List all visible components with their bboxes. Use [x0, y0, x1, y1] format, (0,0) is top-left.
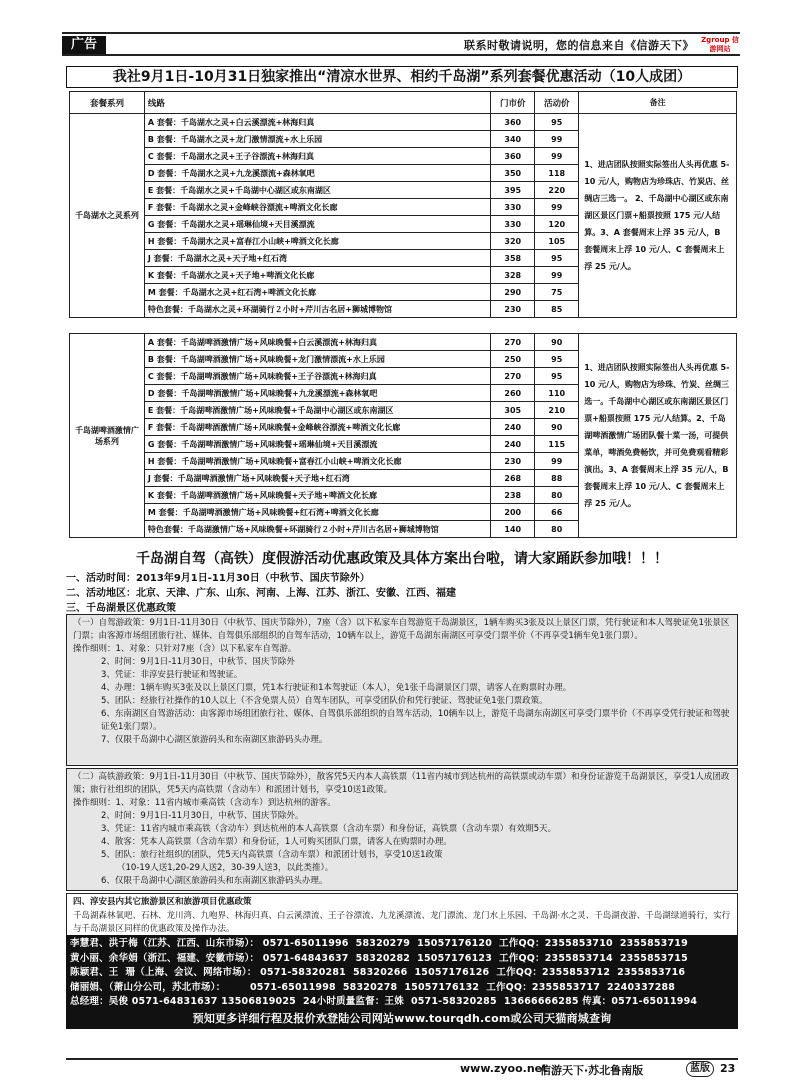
price-cell: 330 [491, 199, 535, 216]
route-cell: F 套餐：千岛湖啤酒激情广场+风味晚餐+金峰峡谷漂流+啤酒文化长廊 [144, 419, 490, 436]
footer-rule [66, 1058, 738, 1060]
self-drive-line: （一）自驾游政策：9月1日-11月30日（中秋节、国庆节除外），7座（含）以下私家车自驾游览千岛湖景区，1辆车购买3张及以上景区门票，凭行驶证和本人驾驶证免1张景区门票；由客源市场组团旅行社、媒体、自驾俱乐部组织的自驾车活动，10辆车以上，游览千岛湖东南湖区可享受门票半价（不再享受1辆车免1张门票）。 [73, 618, 730, 641]
high-speed-policy [66, 768, 738, 891]
self-drive-line: 4、办理：1辆车购买3张及以上景区门票，凭1本行驶证和1本驾驶证（本人），免1张千岛湖景区门票，请客人在购票时办理。 [101, 683, 572, 693]
price-cell: 240 [491, 436, 535, 453]
promo-cell: 90 [535, 334, 579, 351]
edition-badge: 蓝版 [686, 1061, 714, 1077]
price-cell: 395 [491, 182, 535, 199]
route-cell: H 套餐：千岛湖啤酒激情广场+风味晚餐+富春江小山峡+啤酒文化长廊 [144, 453, 490, 470]
price-cell: 320 [491, 233, 535, 250]
promo-cell: 95 [535, 351, 579, 368]
price-cell: 328 [491, 267, 535, 284]
col-note: 备注 [579, 92, 737, 114]
route-cell: K 套餐：千岛湖啤酒激情广场+风味晚餐+天子地+啤酒文化长廊 [144, 487, 490, 504]
promo-cell: 95 [535, 114, 579, 131]
self-drive-line: 操作细则：1、对象：只针对7座（含）以下私家车自驾游。 [73, 644, 297, 654]
route-cell: E 套餐：千岛湖啤酒激情广场+风味晚餐+千岛湖中心湖区或东南湖区 [144, 402, 490, 419]
promo-cell: 66 [535, 504, 579, 521]
high-speed-line: （二）高铁游政策：9月1日-11月30日（中秋节、国庆节除外），散客凭5天内本人高铁票（11省内城市到达杭州的高铁票或动车票）和身份证游览千岛湖景区，享受1人成团政策；旅行社组织的团队，凭5天内高铁票（含动车）和派团计划书，享受10送1政策。 [73, 772, 730, 795]
promo-cell: 88 [535, 470, 579, 487]
activity-area: 二、活动地区：北京、天津、广东、山东、河南、上海、江苏、浙江、安徽、江西、福建 [66, 588, 456, 599]
promo-cell: 85 [535, 301, 579, 318]
route-cell: D 套餐：千岛湖啤酒激情广场+风味晚餐+九龙溪漂流+森林氧吧 [144, 385, 490, 402]
price-cell: 250 [491, 351, 535, 368]
contact-row: 储丽娟、（萧山分公司，苏北市场）： 0571-65011998 58320278 15057176132 工作QQ：2355853717 2240337288 [70, 981, 676, 993]
col-promo: 活动价 [535, 92, 579, 114]
policy-title: 三、千岛湖景区优惠政策 [66, 603, 176, 614]
promo-banner: 我社9月1日-10月31日独家推出“清凉水世界、相约千岛湖”系列套餐优惠活动（10人成团） [66, 66, 738, 88]
self-drive-policy [66, 614, 738, 766]
route-cell: 特色套餐：千岛湖水之灵+环湖骑行２小时+芹川古名居+狮城博物馆 [144, 301, 490, 318]
route-cell: G 套餐：千岛湖水之灵+瑶琳仙境+天目溪漂流 [144, 216, 490, 233]
promo-cell: 210 [535, 402, 579, 419]
price-cell: 230 [491, 301, 535, 318]
route-cell: J 套餐：千岛湖水之灵+天子地+红石湾 [144, 250, 490, 267]
header-note: 联系时敬请说明，您的信息来自《信游天下》 [464, 39, 694, 52]
route-cell: H 套餐：千岛湖水之灵+富春江小山峡+啤酒文化长廊 [144, 233, 490, 250]
package-table-2 [69, 333, 737, 538]
col-price: 门市价 [491, 92, 535, 114]
price-cell: 305 [491, 402, 535, 419]
promo-cell: 99 [535, 453, 579, 470]
price-cell: 240 [491, 419, 535, 436]
contact-row: 黄小丽、余华娟（浙江、福建、安徽市场）： 0571-64843637 58320282 15057176123 工作QQ：2355853714 2355853715 [70, 952, 688, 964]
contact-row: 总经理：吴俊 0571-64831637 13506819025 24小时质量监督：王姝 0571-58320285 13666666285 传真：0571-65011994 [70, 996, 698, 1008]
high-speed-line: 4、散客：凭本人高铁票（含动车票）和身份证，1人可购买团队门票，请客人在购票时办理。 [101, 837, 452, 847]
promo-cell: 105 [535, 233, 579, 250]
ad-tag: 广告 [62, 36, 106, 54]
price-cell: 238 [491, 487, 535, 504]
promo-cell: 90 [535, 419, 579, 436]
col-route: 线路 [144, 92, 490, 114]
page-number: 23 [720, 1062, 736, 1075]
route-cell: C 套餐：千岛湖水之灵+王子谷漂流+林海归真 [144, 148, 490, 165]
promo-cell: 120 [535, 216, 579, 233]
high-speed-line: 6、仅限千岛湖中心湖区旅游码头和东南湖区旅游码头办理。 [101, 876, 328, 886]
promo-cell: 80 [535, 487, 579, 504]
promo-cell: 95 [535, 250, 579, 267]
price-cell: 330 [491, 216, 535, 233]
route-cell: K 套餐：千岛湖水之灵+天子地+啤酒文化长廊 [144, 267, 490, 284]
promo-cell: 80 [535, 521, 579, 538]
price-cell: 358 [491, 250, 535, 267]
col-series: 套餐系列 [70, 92, 145, 114]
route-cell: M 套餐：千岛湖啤酒激情广场+风味晚餐+红石湾+啤酒文化长廊 [144, 504, 490, 521]
route-cell: C 套餐：千岛湖啤酒激情广场+风味晚餐+王子谷漂流+林海归真 [144, 368, 490, 385]
route-cell: D 套餐：千岛湖水之灵+九龙溪漂流+森林氧吧 [144, 165, 490, 182]
route-cell: A 套餐：千岛湖啤酒激情广场+风味晚餐+白云溪漂流+林海归真 [144, 334, 490, 351]
other-policy [66, 893, 738, 940]
series-note: 1、进店团队按照实际签出人头再优惠 5-10 元/人，购物店为珍珠、竹炭、丝绸三选一。千岛湖中心湖区或东南湖区景区门票+船票按照 175 元/人结算。2、千岛湖啤酒激情广场团队餐十菜一汤，可提供菜单，啤酒免费畅饮，并可免费观看精彩演出。3、A 套餐周末上浮 35 元/人，B 套餐周末上浮 10 元/人、C 套餐周末上浮 25 元/人。 [579, 334, 737, 538]
self-drive-line: 2、时间：9月1日-11月30日，中秋节、国庆节除外 [101, 657, 295, 667]
self-drive-line: 3、凭证：非淳安县行驶证和驾驶证。 [101, 670, 243, 680]
contact-row: 陈颖君、王 珊（上海、会议、网络市场）： 0571-58320281 58320266 15057176126 工作QQ：2355853712 2355853716 [70, 967, 686, 979]
other-policy-title: 四、淳安县内其它旅游景区和旅游项目优惠政策 [73, 897, 252, 907]
self-drive-line: 7、仅限千岛湖中心湖区旅游码头和东南湖区旅游码头办理。 [101, 735, 328, 745]
route-cell: J 套餐：千岛湖啤酒激情广场+风味晚餐+天子地+红石湾 [144, 470, 490, 487]
series-name: 千岛湖啤酒激情广场系列 [70, 334, 145, 538]
group2-body [70, 334, 737, 538]
contacts-block [66, 935, 738, 1029]
high-speed-line: 操作细则：1、对象：11省内城市乘高铁（含动车）到达杭州的游客。 [73, 798, 336, 808]
route-cell: A 套餐：千岛湖水之灵+白云溪漂流+林海归真 [144, 114, 490, 131]
high-speed-line: 2、时间：9月1日-11月30日，中秋节、国庆节除外。 [101, 811, 304, 821]
promo-cell: 99 [535, 131, 579, 148]
promo-cell: 220 [535, 182, 579, 199]
price-cell: 230 [491, 453, 535, 470]
route-cell: G 套餐：千岛湖啤酒激情广场+风味晚餐+瑶琳仙境+天目溪漂流 [144, 436, 490, 453]
high-speed-line: （10-19人送1,20-29人送2，30-39人送3，以此类推）。 [117, 863, 334, 873]
promo-cell: 99 [535, 267, 579, 284]
footer-publication: 信游天下·苏北鲁南版 [540, 1064, 644, 1077]
route-cell: F 套餐：千岛湖水之灵+金峰峡谷漂流+啤酒文化长廊 [144, 199, 490, 216]
group1-body [70, 114, 737, 318]
promo-cell: 95 [535, 368, 579, 385]
price-cell: 200 [491, 504, 535, 521]
footer-site: www.zyoo.net [460, 1062, 548, 1075]
price-cell: 290 [491, 284, 535, 301]
route-cell: M 套餐：千岛湖水之灵+红石湾+啤酒文化长廊 [144, 284, 490, 301]
high-speed-line: 5、团队：旅行社组织的团队，凭5天内高铁票（含动车票）和派团计划书，享受10送1政策 [101, 850, 443, 860]
series-name: 千岛湖水之灵系列 [70, 114, 145, 318]
promo-cell: 115 [535, 436, 579, 453]
price-cell: 340 [491, 131, 535, 148]
promo-cell: 110 [535, 385, 579, 402]
price-cell: 270 [491, 334, 535, 351]
brand-logo: Zgroup 信游网站 [701, 36, 739, 53]
activity-time: 一、活动时间：2013年9月1日-11月30日（中秋节、国庆节除外） [66, 573, 370, 584]
price-cell: 350 [491, 165, 535, 182]
self-drive-line: 6、东南湖区自驾游活动：由客源市场组团旅行社、媒体、自驾俱乐部组织的自驾车活动，10辆车以上，游览千岛湖东南湖区可享受门票半价（不再享受凭行驶证和驾驶证免1张门票）。 [101, 709, 730, 732]
package-table-1 [69, 91, 737, 318]
other-policy-text: 千岛湖森林氧吧、石林、龙川湾、九咆界、林海归真、白云溪漂流、王子谷漂流、九龙溪漂流、龙门漂流、龙门水上乐园、千岛湖·水之灵、千岛湖夜游、千岛湖绿道骑行，实行与千岛湖景区同样的优惠政策及操作办法。 [73, 910, 731, 934]
package-row [70, 114, 737, 131]
promo-cell: 75 [535, 284, 579, 301]
route-cell: E 套餐：千岛湖水之灵+千岛湖中心湖区或东南湖区 [144, 182, 490, 199]
section-title: 千岛湖自驾（高铁）度假游活动优惠政策及具体方案出台啦，请大家踊跃参加哦！！！ [136, 551, 668, 567]
price-cell: 360 [491, 148, 535, 165]
route-cell: 特色套餐：千岛湖激情广场+风味晚餐+环湖骑行２小时+芹川古名居+狮城博物馆 [144, 521, 490, 538]
route-cell: B 套餐：千岛湖啤酒激情广场+风味晚餐+龙门激情漂流+水上乐园 [144, 351, 490, 368]
self-drive-line: 5、团队：经旅行社操作的10人以上（不含免票人员）自驾车团队，可享受团队价和凭行驶证、驾驶证免1张门票政策。 [101, 696, 548, 706]
price-cell: 268 [491, 470, 535, 487]
route-cell: B 套餐：千岛湖水之灵+龙门激情漂流+水上乐园 [144, 131, 490, 148]
price-cell: 360 [491, 114, 535, 131]
website-cta: 预知更多详细行程及报价欢登陆公司网站www.tourqdh.com或公司天猫商城查询 [192, 1011, 612, 1025]
high-speed-line: 3、凭证：11省内城市乘高铁（含动车）到达杭州的本人高铁票（含动车票）和身份证，高铁票（含动车票）有效期5天。 [101, 824, 557, 834]
series-note: 1、进店团队按照实际签出人头再优惠 5-10 元/人，购物店为珍珠店、竹炭店、丝绸店三选一。 2、千岛湖中心湖区或东南湖区景区门票+船票按照 175 元/人结算。3、A 套餐周末上浮 35 元/人，B 套餐周末上浮 10 元/人、C 套餐周末上浮 25 元/人。 [579, 114, 737, 318]
promo-cell: 99 [535, 199, 579, 216]
promo-cell: 118 [535, 165, 579, 182]
page-header [62, 32, 740, 56]
price-cell: 140 [491, 521, 535, 538]
contact-row: 李慧君、洪于梅（江苏、江西、山东市场）： 0571-65011996 58320279 15057176120 工作QQ：2355853710 2355853719 [70, 938, 688, 949]
promo-cell: 99 [535, 148, 579, 165]
price-cell: 270 [491, 368, 535, 385]
price-cell: 260 [491, 385, 535, 402]
package-row [70, 334, 737, 351]
